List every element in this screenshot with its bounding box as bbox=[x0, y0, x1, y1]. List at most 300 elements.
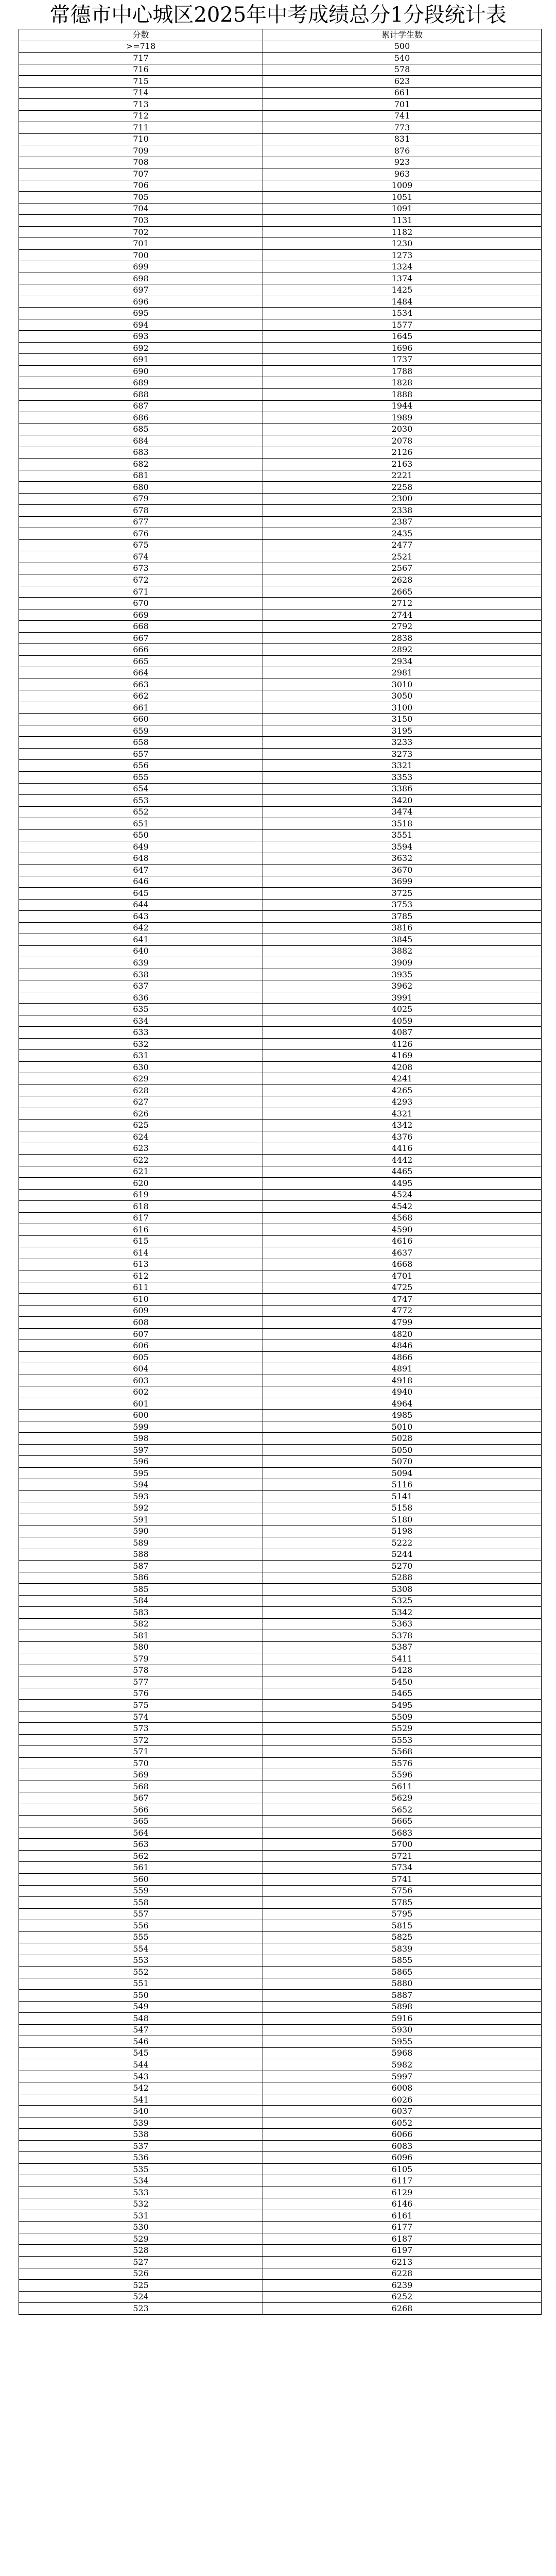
score-cell: 546 bbox=[19, 2036, 263, 2048]
score-cell: 702 bbox=[19, 226, 263, 238]
score-cell: 637 bbox=[19, 980, 263, 992]
cumulative-count-cell: 1182 bbox=[263, 226, 542, 238]
score-cell: 709 bbox=[19, 145, 263, 157]
table-row bbox=[19, 760, 542, 772]
score-cell: 537 bbox=[19, 2140, 263, 2152]
cumulative-count-cell: 4799 bbox=[263, 1317, 542, 1329]
table-row bbox=[19, 853, 542, 865]
table-row bbox=[19, 1120, 542, 1131]
table-row bbox=[19, 2198, 542, 2210]
table-row bbox=[19, 644, 542, 656]
cumulative-count-cell: 661 bbox=[263, 87, 542, 99]
score-cell: 692 bbox=[19, 342, 263, 354]
table-row bbox=[19, 2175, 542, 2187]
table-row bbox=[19, 1212, 542, 1224]
cumulative-count-cell: 5094 bbox=[263, 1467, 542, 1479]
score-cell: 647 bbox=[19, 865, 263, 876]
table-row bbox=[19, 1827, 542, 1839]
table-row bbox=[19, 551, 542, 563]
table-row bbox=[19, 598, 542, 609]
table-row bbox=[19, 1804, 542, 1816]
score-cell: 594 bbox=[19, 1479, 263, 1491]
score-cell: 675 bbox=[19, 539, 263, 551]
cumulative-count-cell: 5839 bbox=[263, 1943, 542, 1955]
cumulative-count-cell: 4059 bbox=[263, 1015, 542, 1027]
cumulative-count-cell: 5887 bbox=[263, 1990, 542, 2002]
table-row bbox=[19, 342, 542, 354]
score-cell: 606 bbox=[19, 1340, 263, 1352]
score-cell: 608 bbox=[19, 1317, 263, 1329]
table-row bbox=[19, 122, 542, 134]
table-row bbox=[19, 2036, 542, 2048]
score-cell: 660 bbox=[19, 714, 263, 725]
score-cell: 589 bbox=[19, 1537, 263, 1549]
table-row bbox=[19, 1850, 542, 1862]
cumulative-count-cell: 4637 bbox=[263, 1247, 542, 1259]
table-row bbox=[19, 2106, 542, 2117]
score-cell: 697 bbox=[19, 284, 263, 296]
cumulative-count-cell: 3518 bbox=[263, 818, 542, 830]
cumulative-count-cell: 3991 bbox=[263, 992, 542, 1004]
table-row bbox=[19, 459, 542, 470]
cumulative-count-cell: 5652 bbox=[263, 1804, 542, 1816]
table-row bbox=[19, 261, 542, 273]
score-cell: 542 bbox=[19, 2082, 263, 2094]
cumulative-count-cell: 6228 bbox=[263, 2268, 542, 2280]
score-cell: 703 bbox=[19, 215, 263, 227]
cumulative-count-cell: 5665 bbox=[263, 1816, 542, 1827]
cumulative-count-cell: 3010 bbox=[263, 679, 542, 690]
table-row bbox=[19, 308, 542, 319]
table-row bbox=[19, 1259, 542, 1270]
table-row bbox=[19, 412, 542, 424]
cumulative-count-cell: 1577 bbox=[263, 319, 542, 331]
score-cell: 630 bbox=[19, 1061, 263, 1073]
cumulative-count-cell: 5308 bbox=[263, 1584, 542, 1596]
score-cell: 654 bbox=[19, 783, 263, 795]
score-cell: 534 bbox=[19, 2175, 263, 2187]
table-row bbox=[19, 1467, 542, 1479]
score-cell: 580 bbox=[19, 1641, 263, 1653]
table-row bbox=[19, 1363, 542, 1375]
score-cell: 524 bbox=[19, 2291, 263, 2303]
score-cell: 577 bbox=[19, 1676, 263, 1688]
cumulative-count-cell: 2792 bbox=[263, 621, 542, 633]
table-row bbox=[19, 1630, 542, 1642]
score-cell: 605 bbox=[19, 1351, 263, 1363]
cumulative-count-cell: 5968 bbox=[263, 2047, 542, 2059]
score-cell: 674 bbox=[19, 551, 263, 563]
cumulative-count-cell: 741 bbox=[263, 110, 542, 122]
cumulative-count-cell: 701 bbox=[263, 99, 542, 111]
score-cell: 633 bbox=[19, 1027, 263, 1039]
score-cell: 544 bbox=[19, 2059, 263, 2071]
cumulative-count-cell: 2477 bbox=[263, 539, 542, 551]
table-row bbox=[19, 1769, 542, 1781]
cumulative-count-cell: 6105 bbox=[263, 2163, 542, 2175]
score-cell: 700 bbox=[19, 249, 263, 261]
score-cell: 681 bbox=[19, 470, 263, 482]
score-cell: 682 bbox=[19, 459, 263, 470]
score-cell: 656 bbox=[19, 760, 263, 772]
score-cell: 659 bbox=[19, 725, 263, 737]
table-row bbox=[19, 1526, 542, 1537]
score-cell: 545 bbox=[19, 2047, 263, 2059]
score-cell: 688 bbox=[19, 388, 263, 400]
table-row bbox=[19, 2268, 542, 2280]
score-cell: 691 bbox=[19, 354, 263, 366]
table-row bbox=[19, 1688, 542, 1700]
table-row bbox=[19, 1978, 542, 1990]
table-row bbox=[19, 192, 542, 204]
score-cell: 673 bbox=[19, 563, 263, 574]
score-cell: 600 bbox=[19, 1410, 263, 1421]
cumulative-count-cell: 1230 bbox=[263, 238, 542, 250]
score-cell: 604 bbox=[19, 1363, 263, 1375]
score-cell: 623 bbox=[19, 1143, 263, 1155]
cumulative-count-cell: 5721 bbox=[263, 1850, 542, 1862]
cumulative-count-cell: 2934 bbox=[263, 655, 542, 667]
score-cell: 628 bbox=[19, 1084, 263, 1096]
cumulative-count-cell: 6177 bbox=[263, 2222, 542, 2233]
score-cell: 551 bbox=[19, 1978, 263, 1990]
table-row bbox=[19, 1885, 542, 1897]
score-cell: 549 bbox=[19, 2001, 263, 2013]
table-row bbox=[19, 945, 542, 957]
score-cell: 619 bbox=[19, 1189, 263, 1201]
table-row bbox=[19, 1398, 542, 1410]
cumulative-count-cell: 1788 bbox=[263, 365, 542, 377]
cumulative-count-cell: 5741 bbox=[263, 1873, 542, 1885]
cumulative-count-cell: 3420 bbox=[263, 795, 542, 807]
cumulative-count-cell: 2892 bbox=[263, 644, 542, 656]
table-row bbox=[19, 1908, 542, 1920]
cumulative-count-cell: 2258 bbox=[263, 482, 542, 494]
table-row bbox=[19, 818, 542, 830]
table-row bbox=[19, 1700, 542, 1711]
cumulative-count-cell: 5955 bbox=[263, 2036, 542, 2048]
cumulative-count-cell: 4465 bbox=[263, 1166, 542, 1178]
score-cell: 658 bbox=[19, 737, 263, 749]
cumulative-count-cell: 4169 bbox=[263, 1050, 542, 1062]
table-row bbox=[19, 284, 542, 296]
table-row bbox=[19, 296, 542, 308]
score-cell: 562 bbox=[19, 1850, 263, 1862]
table-row bbox=[19, 1270, 542, 1282]
cumulative-count-cell: 1888 bbox=[263, 388, 542, 400]
cumulative-count-cell: 5568 bbox=[263, 1746, 542, 1758]
score-cell: 645 bbox=[19, 888, 263, 900]
table-row bbox=[19, 1073, 542, 1085]
cumulative-count-cell: 4820 bbox=[263, 1328, 542, 1340]
cumulative-count-cell: 4342 bbox=[263, 1120, 542, 1131]
cumulative-count-cell: 4376 bbox=[263, 1131, 542, 1143]
cumulative-count-cell: 5116 bbox=[263, 1479, 542, 1491]
score-cell: 527 bbox=[19, 2257, 263, 2268]
cumulative-count-cell: 3233 bbox=[263, 737, 542, 749]
cumulative-count-cell: 4265 bbox=[263, 1084, 542, 1096]
table-row bbox=[19, 76, 542, 88]
table-row bbox=[19, 365, 542, 377]
table-row bbox=[19, 899, 542, 911]
cumulative-count-cell: 1324 bbox=[263, 261, 542, 273]
cumulative-count-cell: 2221 bbox=[263, 470, 542, 482]
cumulative-count-cell: 1374 bbox=[263, 273, 542, 284]
cumulative-count-cell: 4524 bbox=[263, 1189, 542, 1201]
score-cell: 532 bbox=[19, 2198, 263, 2210]
score-cell: 569 bbox=[19, 1769, 263, 1781]
table-row bbox=[19, 41, 542, 53]
table-row bbox=[19, 2257, 542, 2268]
table-row bbox=[19, 2163, 542, 2175]
cumulative-count-cell: 4747 bbox=[263, 1294, 542, 1306]
cumulative-count-cell: 5982 bbox=[263, 2059, 542, 2071]
cumulative-count-cell: 773 bbox=[263, 122, 542, 134]
score-cell: 701 bbox=[19, 238, 263, 250]
cumulative-count-cell: 6239 bbox=[263, 2280, 542, 2292]
table-row bbox=[19, 168, 542, 180]
score-cell: 622 bbox=[19, 1155, 263, 1166]
score-cell: 657 bbox=[19, 748, 263, 760]
cumulative-count-cell: 5997 bbox=[263, 2071, 542, 2082]
table-row bbox=[19, 516, 542, 528]
cumulative-count-cell: 5898 bbox=[263, 2001, 542, 2013]
table-row bbox=[19, 2094, 542, 2106]
score-cell: 626 bbox=[19, 1108, 263, 1120]
cumulative-count-cell: 6008 bbox=[263, 2082, 542, 2094]
score-cell: 649 bbox=[19, 841, 263, 853]
score-cell: 609 bbox=[19, 1305, 263, 1317]
cumulative-count-cell: 4321 bbox=[263, 1108, 542, 1120]
score-cell: 693 bbox=[19, 331, 263, 343]
score-cell: 690 bbox=[19, 365, 263, 377]
score-cell: 583 bbox=[19, 1607, 263, 1619]
cumulative-count-cell: 2521 bbox=[263, 551, 542, 563]
table-row bbox=[19, 1131, 542, 1143]
table-row bbox=[19, 2129, 542, 2141]
page-title: 常德市中心城区2025年中考成绩总分1分段统计表 bbox=[49, 3, 507, 27]
score-cell: 686 bbox=[19, 412, 263, 424]
score-cell: 634 bbox=[19, 1015, 263, 1027]
table-row bbox=[19, 1561, 542, 1572]
table-row bbox=[19, 702, 542, 714]
cumulative-count-cell: 4725 bbox=[263, 1282, 542, 1294]
cumulative-count-cell: 3150 bbox=[263, 714, 542, 725]
cumulative-count-cell: 1009 bbox=[263, 180, 542, 192]
table-row bbox=[19, 1676, 542, 1688]
table-row bbox=[19, 2245, 542, 2257]
cumulative-count-cell: 2126 bbox=[263, 447, 542, 459]
table-row bbox=[19, 400, 542, 412]
table-row bbox=[19, 273, 542, 284]
cumulative-count-cell: 963 bbox=[263, 168, 542, 180]
table-row bbox=[19, 493, 542, 505]
cumulative-count-cell: 578 bbox=[263, 64, 542, 76]
score-cell: 535 bbox=[19, 2163, 263, 2175]
cumulative-count-cell: 5611 bbox=[263, 1781, 542, 1792]
cumulative-count-cell: 6146 bbox=[263, 2198, 542, 2210]
score-cell: 591 bbox=[19, 1514, 263, 1526]
table-row bbox=[19, 1235, 542, 1247]
table-row bbox=[19, 2117, 542, 2129]
cumulative-count-cell: 4495 bbox=[263, 1178, 542, 1190]
table-row bbox=[19, 539, 542, 551]
score-cell: 646 bbox=[19, 876, 263, 888]
score-cell: 586 bbox=[19, 1572, 263, 1584]
score-cell: 676 bbox=[19, 528, 263, 540]
cumulative-count-cell: 2300 bbox=[263, 493, 542, 505]
score-cell: 576 bbox=[19, 1688, 263, 1700]
table-row bbox=[19, 64, 542, 76]
score-cell: 581 bbox=[19, 1630, 263, 1642]
cumulative-count-cell: 2030 bbox=[263, 423, 542, 435]
score-cell: 685 bbox=[19, 423, 263, 435]
table-row bbox=[19, 690, 542, 702]
cumulative-count-cell: 2567 bbox=[263, 563, 542, 574]
score-cell: 613 bbox=[19, 1259, 263, 1270]
cumulative-count-cell: 5141 bbox=[263, 1490, 542, 1502]
table-row bbox=[19, 1943, 542, 1955]
score-cell: 671 bbox=[19, 586, 263, 598]
score-cell: 648 bbox=[19, 853, 263, 865]
table-row bbox=[19, 226, 542, 238]
score-cell: 567 bbox=[19, 1792, 263, 1804]
table-row bbox=[19, 1665, 542, 1676]
score-cell: 557 bbox=[19, 1908, 263, 1920]
table-row bbox=[19, 934, 542, 946]
table-row bbox=[19, 1084, 542, 1096]
cumulative-count-cell: 3321 bbox=[263, 760, 542, 772]
score-cell: 636 bbox=[19, 992, 263, 1004]
cumulative-count-cell: 3100 bbox=[263, 702, 542, 714]
cumulative-count-cell: 5028 bbox=[263, 1433, 542, 1445]
score-cell: 570 bbox=[19, 1757, 263, 1769]
table-row bbox=[19, 888, 542, 900]
table-row bbox=[19, 1340, 542, 1352]
table-row bbox=[19, 1653, 542, 1665]
cumulative-count-cell: 3474 bbox=[263, 806, 542, 818]
cumulative-count-cell: 5596 bbox=[263, 1769, 542, 1781]
cumulative-count-cell: 623 bbox=[263, 76, 542, 88]
cumulative-count-cell: 1131 bbox=[263, 215, 542, 227]
table-row bbox=[19, 922, 542, 934]
score-cell: 624 bbox=[19, 1131, 263, 1143]
score-cell: 555 bbox=[19, 1931, 263, 1943]
table-row bbox=[19, 354, 542, 366]
cumulative-count-cell: 1828 bbox=[263, 377, 542, 389]
cumulative-count-cell: 6066 bbox=[263, 2129, 542, 2141]
cumulative-count-cell: 3753 bbox=[263, 899, 542, 911]
table-row bbox=[19, 249, 542, 261]
cumulative-count-cell: 5734 bbox=[263, 1862, 542, 1874]
table-row bbox=[19, 2280, 542, 2292]
table-row bbox=[19, 435, 542, 447]
score-cell: 548 bbox=[19, 2013, 263, 2025]
table-row bbox=[19, 1479, 542, 1491]
cumulative-count-cell: 3195 bbox=[263, 725, 542, 737]
cumulative-count-cell: 2435 bbox=[263, 528, 542, 540]
score-cell: 560 bbox=[19, 1873, 263, 1885]
score-cell: 607 bbox=[19, 1328, 263, 1340]
cumulative-count-cell: 5411 bbox=[263, 1653, 542, 1665]
cumulative-count-cell: 5930 bbox=[263, 2024, 542, 2036]
score-cell: 683 bbox=[19, 447, 263, 459]
score-cell: 528 bbox=[19, 2245, 263, 2257]
score-cell: 687 bbox=[19, 400, 263, 412]
score-cell: 578 bbox=[19, 1665, 263, 1676]
table-row bbox=[19, 1143, 542, 1155]
cumulative-count-cell: 4416 bbox=[263, 1143, 542, 1155]
score-cell: 566 bbox=[19, 1804, 263, 1816]
table-row bbox=[19, 319, 542, 331]
cumulative-count-cell: 5576 bbox=[263, 1757, 542, 1769]
cumulative-count-cell: 4241 bbox=[263, 1073, 542, 1085]
cumulative-count-cell: 5222 bbox=[263, 1537, 542, 1549]
score-cell: 669 bbox=[19, 609, 263, 621]
score-cell: 640 bbox=[19, 945, 263, 957]
cumulative-count-cell: 5288 bbox=[263, 1572, 542, 1584]
score-cell: 564 bbox=[19, 1827, 263, 1839]
table-row bbox=[19, 1711, 542, 1723]
score-cell: 638 bbox=[19, 969, 263, 980]
table-row bbox=[19, 423, 542, 435]
score-cell: 680 bbox=[19, 482, 263, 494]
score-cell: 655 bbox=[19, 772, 263, 784]
cumulative-count-cell: 4293 bbox=[263, 1096, 542, 1108]
cumulative-count-cell: 5756 bbox=[263, 1885, 542, 1897]
score-cell: 621 bbox=[19, 1166, 263, 1178]
score-cell: 715 bbox=[19, 76, 263, 88]
score-cell: 536 bbox=[19, 2152, 263, 2164]
score-cell: 553 bbox=[19, 1955, 263, 1967]
table-row bbox=[19, 1027, 542, 1039]
score-cell: 652 bbox=[19, 806, 263, 818]
cumulative-count-cell: 5244 bbox=[263, 1549, 542, 1561]
table-row bbox=[19, 1641, 542, 1653]
table-row bbox=[19, 1792, 542, 1804]
cumulative-count-cell: 4866 bbox=[263, 1351, 542, 1363]
table-row bbox=[19, 1839, 542, 1851]
table-row bbox=[19, 110, 542, 122]
table-row bbox=[19, 1351, 542, 1363]
cumulative-count-cell: 1484 bbox=[263, 296, 542, 308]
score-cell: 556 bbox=[19, 1920, 263, 1932]
score-cell: 696 bbox=[19, 296, 263, 308]
cumulative-count-cell: 5325 bbox=[263, 1595, 542, 1607]
score-cell: 523 bbox=[19, 2303, 263, 2315]
score-cell: 571 bbox=[19, 1746, 263, 1758]
score-cell: 618 bbox=[19, 1201, 263, 1213]
table-row bbox=[19, 1189, 542, 1201]
table-row bbox=[19, 1816, 542, 1827]
table-row bbox=[19, 2152, 542, 2164]
table-body bbox=[19, 41, 542, 2314]
score-cell: 713 bbox=[19, 99, 263, 111]
table-row bbox=[19, 1746, 542, 1758]
table-row bbox=[19, 1723, 542, 1735]
table-row bbox=[19, 1967, 542, 1978]
score-cell: 579 bbox=[19, 1653, 263, 1665]
score-cell: 650 bbox=[19, 829, 263, 841]
cumulative-count-cell: 6117 bbox=[263, 2175, 542, 2187]
table-row bbox=[19, 482, 542, 494]
cumulative-count-cell: 6037 bbox=[263, 2106, 542, 2117]
table-row bbox=[19, 1201, 542, 1213]
table-row bbox=[19, 829, 542, 841]
score-cell: 561 bbox=[19, 1862, 263, 1874]
score-cell: 698 bbox=[19, 273, 263, 284]
table-row bbox=[19, 1178, 542, 1190]
